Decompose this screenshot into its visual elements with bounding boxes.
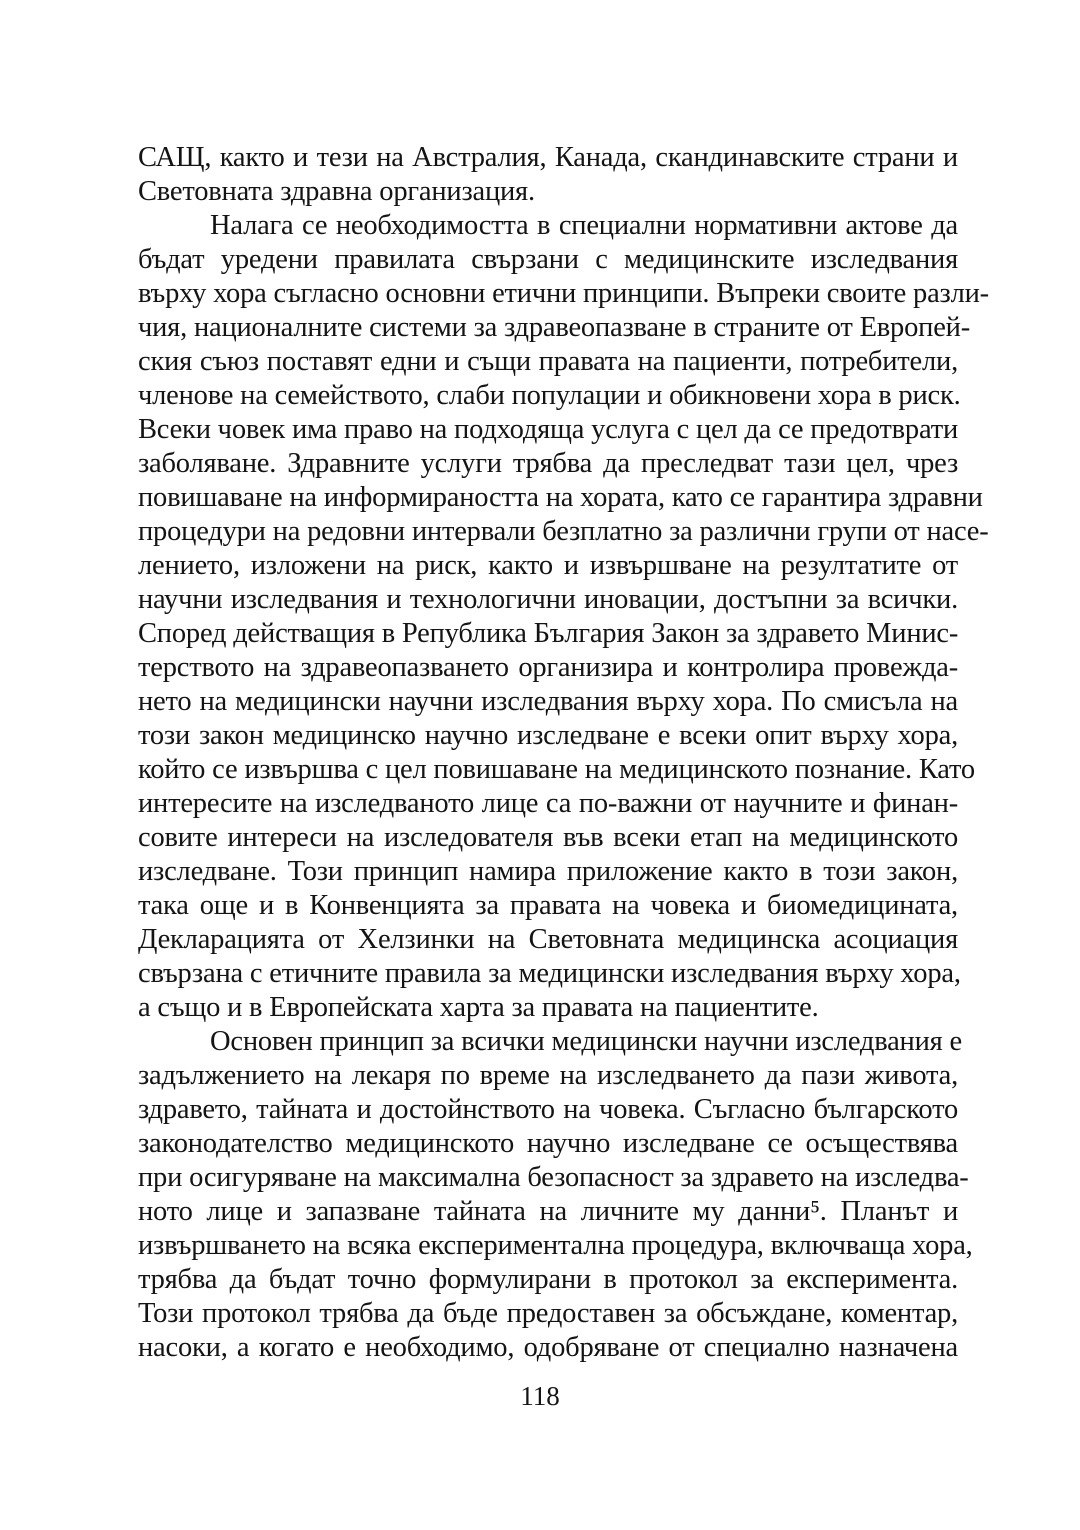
text-line: Този протокол трябва да бъде предоставен за обсъждане, коментар, bbox=[138, 1298, 958, 1329]
text-line: лението, изложени на риск, както и извършване на резултатите от bbox=[138, 550, 958, 581]
text-line: Всеки човек има право на подходяща услуга с цел да се предотврати bbox=[138, 414, 958, 445]
page-text bbox=[138, 141, 989, 1365]
text-line: нето на медицински научни изследвания върху хора. По смисъла на bbox=[138, 686, 958, 717]
text-line: задължението на лекаря по време на изследването да пази живота, bbox=[138, 1060, 958, 1091]
text-line: бъдат уредени правилата свързани с медицинските изследвания bbox=[138, 244, 958, 275]
text-line: изследване. Този принцип намира приложение както в този закон, bbox=[138, 856, 958, 887]
text-line: трябва да бъдат точно формулирани в протокол за експеримента. bbox=[138, 1264, 958, 1295]
text-line: извършването на всяка експериментална процедура, включваща хора, bbox=[138, 1230, 973, 1261]
text-line: ския съюз поставят едни и същи правата на пациенти, потребители, bbox=[138, 346, 958, 377]
text-line: при осигуряване на максимална безопасност за здравето на изследва- bbox=[138, 1162, 969, 1193]
text-line: научни изследвания и технологични иновации, достъпни за всички. bbox=[138, 584, 958, 615]
text-line: терството на здравеопазването организира и контролира провежда- bbox=[138, 652, 958, 683]
text-line: чия, националните системи за здравеопазване в страните от Европей- bbox=[138, 312, 970, 343]
text-line: процедури на редовни интервали безплатно за различни групи от насе- bbox=[138, 516, 989, 547]
text-line: Основен принцип за всички медицински научни изследвания е bbox=[210, 1026, 962, 1057]
text-line: който се извършва с цел повишаване на медицинското познание. Като bbox=[138, 754, 975, 785]
text-line: а също и в Европейската харта за правата на пациентите. bbox=[138, 992, 819, 1023]
text-line: здравето, тайната и достойнството на човека. Съгласно българското bbox=[138, 1094, 958, 1125]
text-line: повишаване на информираността на хората, като се гарантира здравни bbox=[138, 482, 983, 513]
text-line: интересите на изследваното лице са по-важни от научните и финан- bbox=[138, 788, 958, 819]
text-line: членове на семейството, слаби популации и обикновени хора в риск. bbox=[138, 380, 961, 411]
text-line: Налага се необходимостта в специални нормативни актове да bbox=[210, 210, 958, 241]
text-line: Декларацията от Хелзинки на Световната медицинска асоциация bbox=[138, 924, 958, 955]
text-line: заболяване. Здравните услуги трябва да преследват тази цел, чрез bbox=[138, 448, 958, 479]
text-line: Според действащия в Република България Закон за здравето Минис- bbox=[138, 618, 959, 649]
page-number: 118 bbox=[520, 1381, 560, 1411]
text-line: този закон медицинско научно изследване е всеки опит върху хора, bbox=[138, 720, 958, 751]
text-line: върху хора съгласно основни етични принципи. Въпреки своите разли- bbox=[138, 278, 989, 309]
text-line: законодателство медицинското научно изследване се осъществява bbox=[138, 1128, 958, 1159]
text-line: Световната здравна организация. bbox=[138, 176, 535, 207]
text-line: САЩ, както и тези на Австралия, Канада, скандинавските страни и bbox=[138, 142, 958, 173]
text-line: ното лице и запазване тайната на личните му данни⁵. Планът и bbox=[138, 1196, 958, 1227]
text-line: така още и в Конвенцията за правата на човека и биомедицината, bbox=[138, 890, 958, 921]
text-line: совите интереси на изследователя във всеки етап на медицинското bbox=[138, 822, 958, 853]
text-line: свързана с етичните правила за медицински изследвания върху хора, bbox=[138, 958, 961, 989]
text-line: насоки, а когато е необходимо, одобряване от специално назначена bbox=[138, 1332, 958, 1363]
